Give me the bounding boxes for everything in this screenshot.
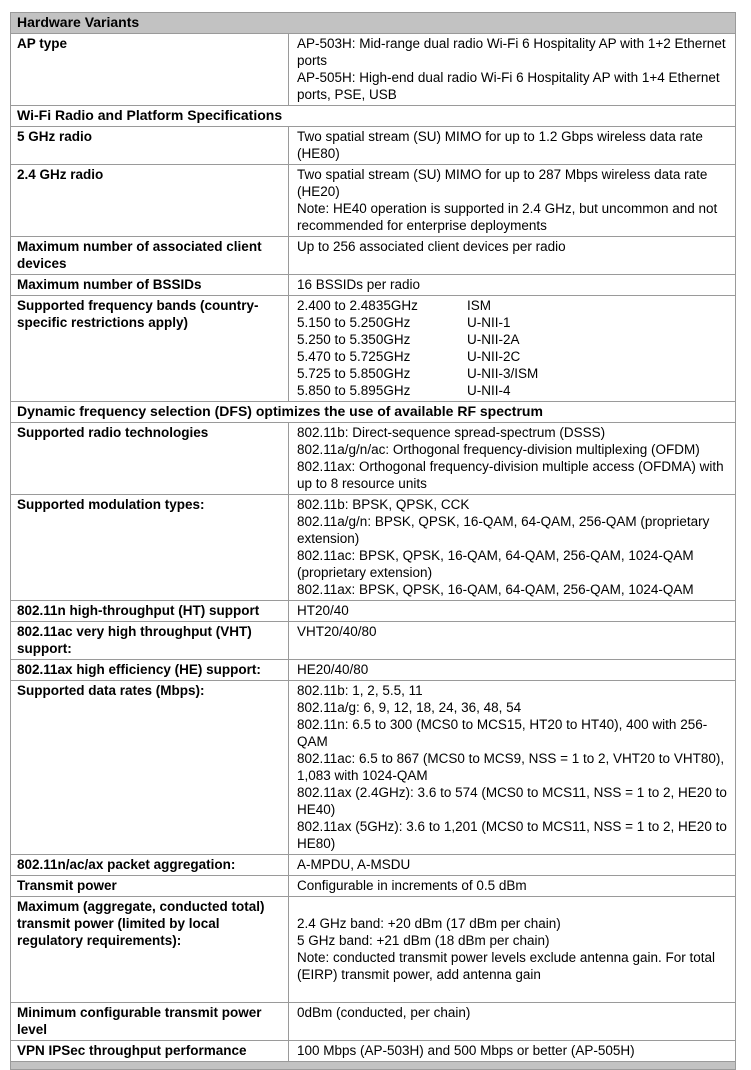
table-row — [11, 236, 735, 274]
frequency-band-line — [297, 365, 731, 382]
value-line: Note: conducted transmit power levels exclude antenna gain. For total (EIRP) transmit power, add antenna gain — [297, 950, 715, 982]
table-row — [11, 33, 735, 105]
spec-label: Maximum (aggregate, conducted total) transmit power (limited by local regulatory requirements): — [11, 897, 289, 1002]
value-line: Up to 256 associated client devices per radio — [297, 239, 566, 254]
section-title: Hardware Variants — [17, 14, 140, 30]
spec-value — [289, 681, 735, 854]
frequency-band-line — [297, 331, 731, 348]
spec-value — [289, 495, 735, 600]
value-line: AP-503H: Mid-range dual radio Wi-Fi 6 Hospitality AP with 1+2 Ethernet ports — [297, 36, 726, 68]
value-line: Note: HE40 operation is supported in 2.4 GHz, but uncommon and not recommended for enterprise deployments — [297, 201, 718, 233]
value-line: 802.11b: BPSK, QPSK, CCK — [297, 497, 470, 512]
spec-value — [289, 622, 735, 659]
spec-value — [289, 127, 735, 164]
frequency-band-line — [297, 382, 731, 399]
band-range: 5.850 to 5.895GHz — [297, 383, 411, 398]
spec-value — [289, 1041, 735, 1061]
value-line: 802.11a/g/n: BPSK, QPSK, 16-QAM, 64-QAM, 256-QAM (proprietary extension) — [297, 514, 710, 546]
spec-label: Supported data rates (Mbps): — [11, 681, 289, 854]
table-row — [11, 274, 735, 295]
band-name: U-NII-1 — [467, 315, 511, 330]
value-line: 2.4 GHz band: +20 dBm (17 dBm per chain) — [297, 916, 561, 931]
band-range: 5.150 to 5.250GHz — [297, 315, 411, 330]
spec-label: 5 GHz radio — [11, 127, 289, 164]
table-row — [11, 1002, 735, 1040]
spec-value — [289, 897, 735, 1002]
value-line: 802.11ac: 6.5 to 867 (MCS0 to MCS9, NSS = 1 to 2, VHT20 to VHT80), 1,083 with 1024-QAM — [297, 751, 725, 783]
frequency-band-line — [297, 297, 731, 314]
section-title: Wi-Fi Radio and Platform Specifications — [17, 107, 283, 123]
spec-value — [289, 423, 735, 494]
spec-value — [289, 296, 735, 401]
value-line: 802.11ax (2.4GHz): 3.6 to 574 (MCS0 to MCS11, NSS = 1 to 2, HE20 to HE40) — [297, 785, 727, 817]
value-line: 802.11b: 1, 2, 5.5, 11 — [297, 683, 423, 698]
table-row — [11, 659, 735, 680]
value-line: Two spatial stream (SU) MIMO for up to 287 Mbps wireless data rate (HE20) — [297, 167, 708, 199]
spec-label: Maximum number of associated client devices — [11, 237, 289, 274]
spec-label: 802.11n high-throughput (HT) support — [11, 601, 289, 621]
value-line: 802.11a/g/n/ac: Orthogonal frequency-division multiplexing (OFDM) — [297, 442, 700, 457]
band-name: U-NII-4 — [467, 383, 511, 398]
spec-label: 802.11n/ac/ax packet aggregation: — [11, 855, 289, 875]
section-title: Dynamic frequency selection (DFS) optimizes the use of available RF spectrum — [17, 403, 543, 419]
spec-value — [289, 34, 735, 105]
value-line: A-MPDU, A-MSDU — [297, 857, 411, 872]
band-name: U-NII-3/ISM — [467, 366, 539, 381]
table-row — [11, 621, 735, 659]
frequency-band-line — [297, 314, 731, 331]
spec-value — [289, 1003, 735, 1040]
value-line: 802.11ax: Orthogonal frequency-division multiple access (OFDMA) with up to 8 resource units — [297, 459, 724, 491]
value-line: 100 Mbps (AP-503H) and 500 Mbps or better (AP-505H) — [297, 1043, 635, 1058]
spec-value — [289, 855, 735, 875]
band-name: U-NII-2C — [467, 349, 521, 364]
table-row — [11, 600, 735, 621]
spec-table — [10, 12, 736, 1070]
table-row — [11, 875, 735, 896]
table-row — [11, 295, 735, 401]
band-range: 5.250 to 5.350GHz — [297, 332, 411, 347]
spec-label: Supported modulation types: — [11, 495, 289, 600]
value-line: 802.11ax: BPSK, QPSK, 16-QAM, 64-QAM, 256-QAM, 1024-QAM — [297, 582, 694, 597]
table-row — [11, 1040, 735, 1061]
value-line: 802.11ac: BPSK, QPSK, 16-QAM, 64-QAM, 256-QAM, 1024-QAM (proprietary extension) — [297, 548, 694, 580]
value-line — [297, 983, 731, 1000]
value-line: VHT20/40/80 — [297, 624, 377, 639]
value-line: Configurable in increments of 0.5 dBm — [297, 878, 527, 893]
table-row — [11, 854, 735, 875]
section-header-row — [11, 105, 735, 126]
band-range: 2.400 to 2.4835GHz — [297, 298, 418, 313]
section-header-row — [11, 13, 735, 33]
spec-value — [289, 165, 735, 236]
spec-label: 802.11ac very high throughput (VHT) support: — [11, 622, 289, 659]
spec-label: AP type — [11, 34, 289, 105]
table-row — [11, 126, 735, 164]
frequency-band-line — [297, 348, 731, 365]
spec-value — [289, 601, 735, 621]
spec-label: VPN IPSec throughput performance — [11, 1041, 289, 1061]
value-line: 16 BSSIDs per radio — [297, 277, 421, 292]
value-line: Two spatial stream (SU) MIMO for up to 1.2 Gbps wireless data rate (HE80) — [297, 129, 703, 161]
spec-value — [289, 660, 735, 680]
value-line — [297, 898, 731, 915]
value-line: 802.11a/g: 6, 9, 12, 18, 24, 36, 48, 54 — [297, 700, 522, 715]
value-line: HE20/40/80 — [297, 662, 369, 677]
table-row — [11, 494, 735, 600]
cutoff-next-section-row — [11, 1061, 735, 1069]
table-row — [11, 896, 735, 1002]
spec-value — [289, 876, 735, 896]
value-line: AP-505H: High-end dual radio Wi-Fi 6 Hospitality AP with 1+4 Ethernet ports, PSE, USB — [297, 70, 720, 102]
table-row — [11, 164, 735, 236]
value-line: 0dBm (conducted, per chain) — [297, 1005, 471, 1020]
spec-value — [289, 237, 735, 274]
value-line: 802.11b: Direct-sequence spread-spectrum (DSSS) — [297, 425, 606, 440]
spec-label: Maximum number of BSSIDs — [11, 275, 289, 295]
spec-label: Transmit power — [11, 876, 289, 896]
table-row — [11, 422, 735, 494]
band-range: 5.470 to 5.725GHz — [297, 349, 411, 364]
spec-label: 802.11ax high efficiency (HE) support: — [11, 660, 289, 680]
spec-value — [289, 275, 735, 295]
spec-label: Supported frequency bands (country-specific restrictions apply) — [11, 296, 289, 401]
value-line: 802.11n: 6.5 to 300 (MCS0 to MCS15, HT20 to HT40), 400 with 256-QAM — [297, 717, 708, 749]
spec-label: 2.4 GHz radio — [11, 165, 289, 236]
spec-label: Minimum configurable transmit power level — [11, 1003, 289, 1040]
section-header-row — [11, 401, 735, 422]
table-row — [11, 680, 735, 854]
spec-label: Supported radio technologies — [11, 423, 289, 494]
value-line: 5 GHz band: +21 dBm (18 dBm per chain) — [297, 933, 550, 948]
band-name: ISM — [467, 298, 492, 313]
band-range: 5.725 to 5.850GHz — [297, 366, 411, 381]
value-line: 802.11ax (5GHz): 3.6 to 1,201 (MCS0 to MCS11, NSS = 1 to 2, HE20 to HE80) — [297, 819, 727, 851]
value-line: HT20/40 — [297, 603, 349, 618]
band-name: U-NII-2A — [467, 332, 520, 347]
